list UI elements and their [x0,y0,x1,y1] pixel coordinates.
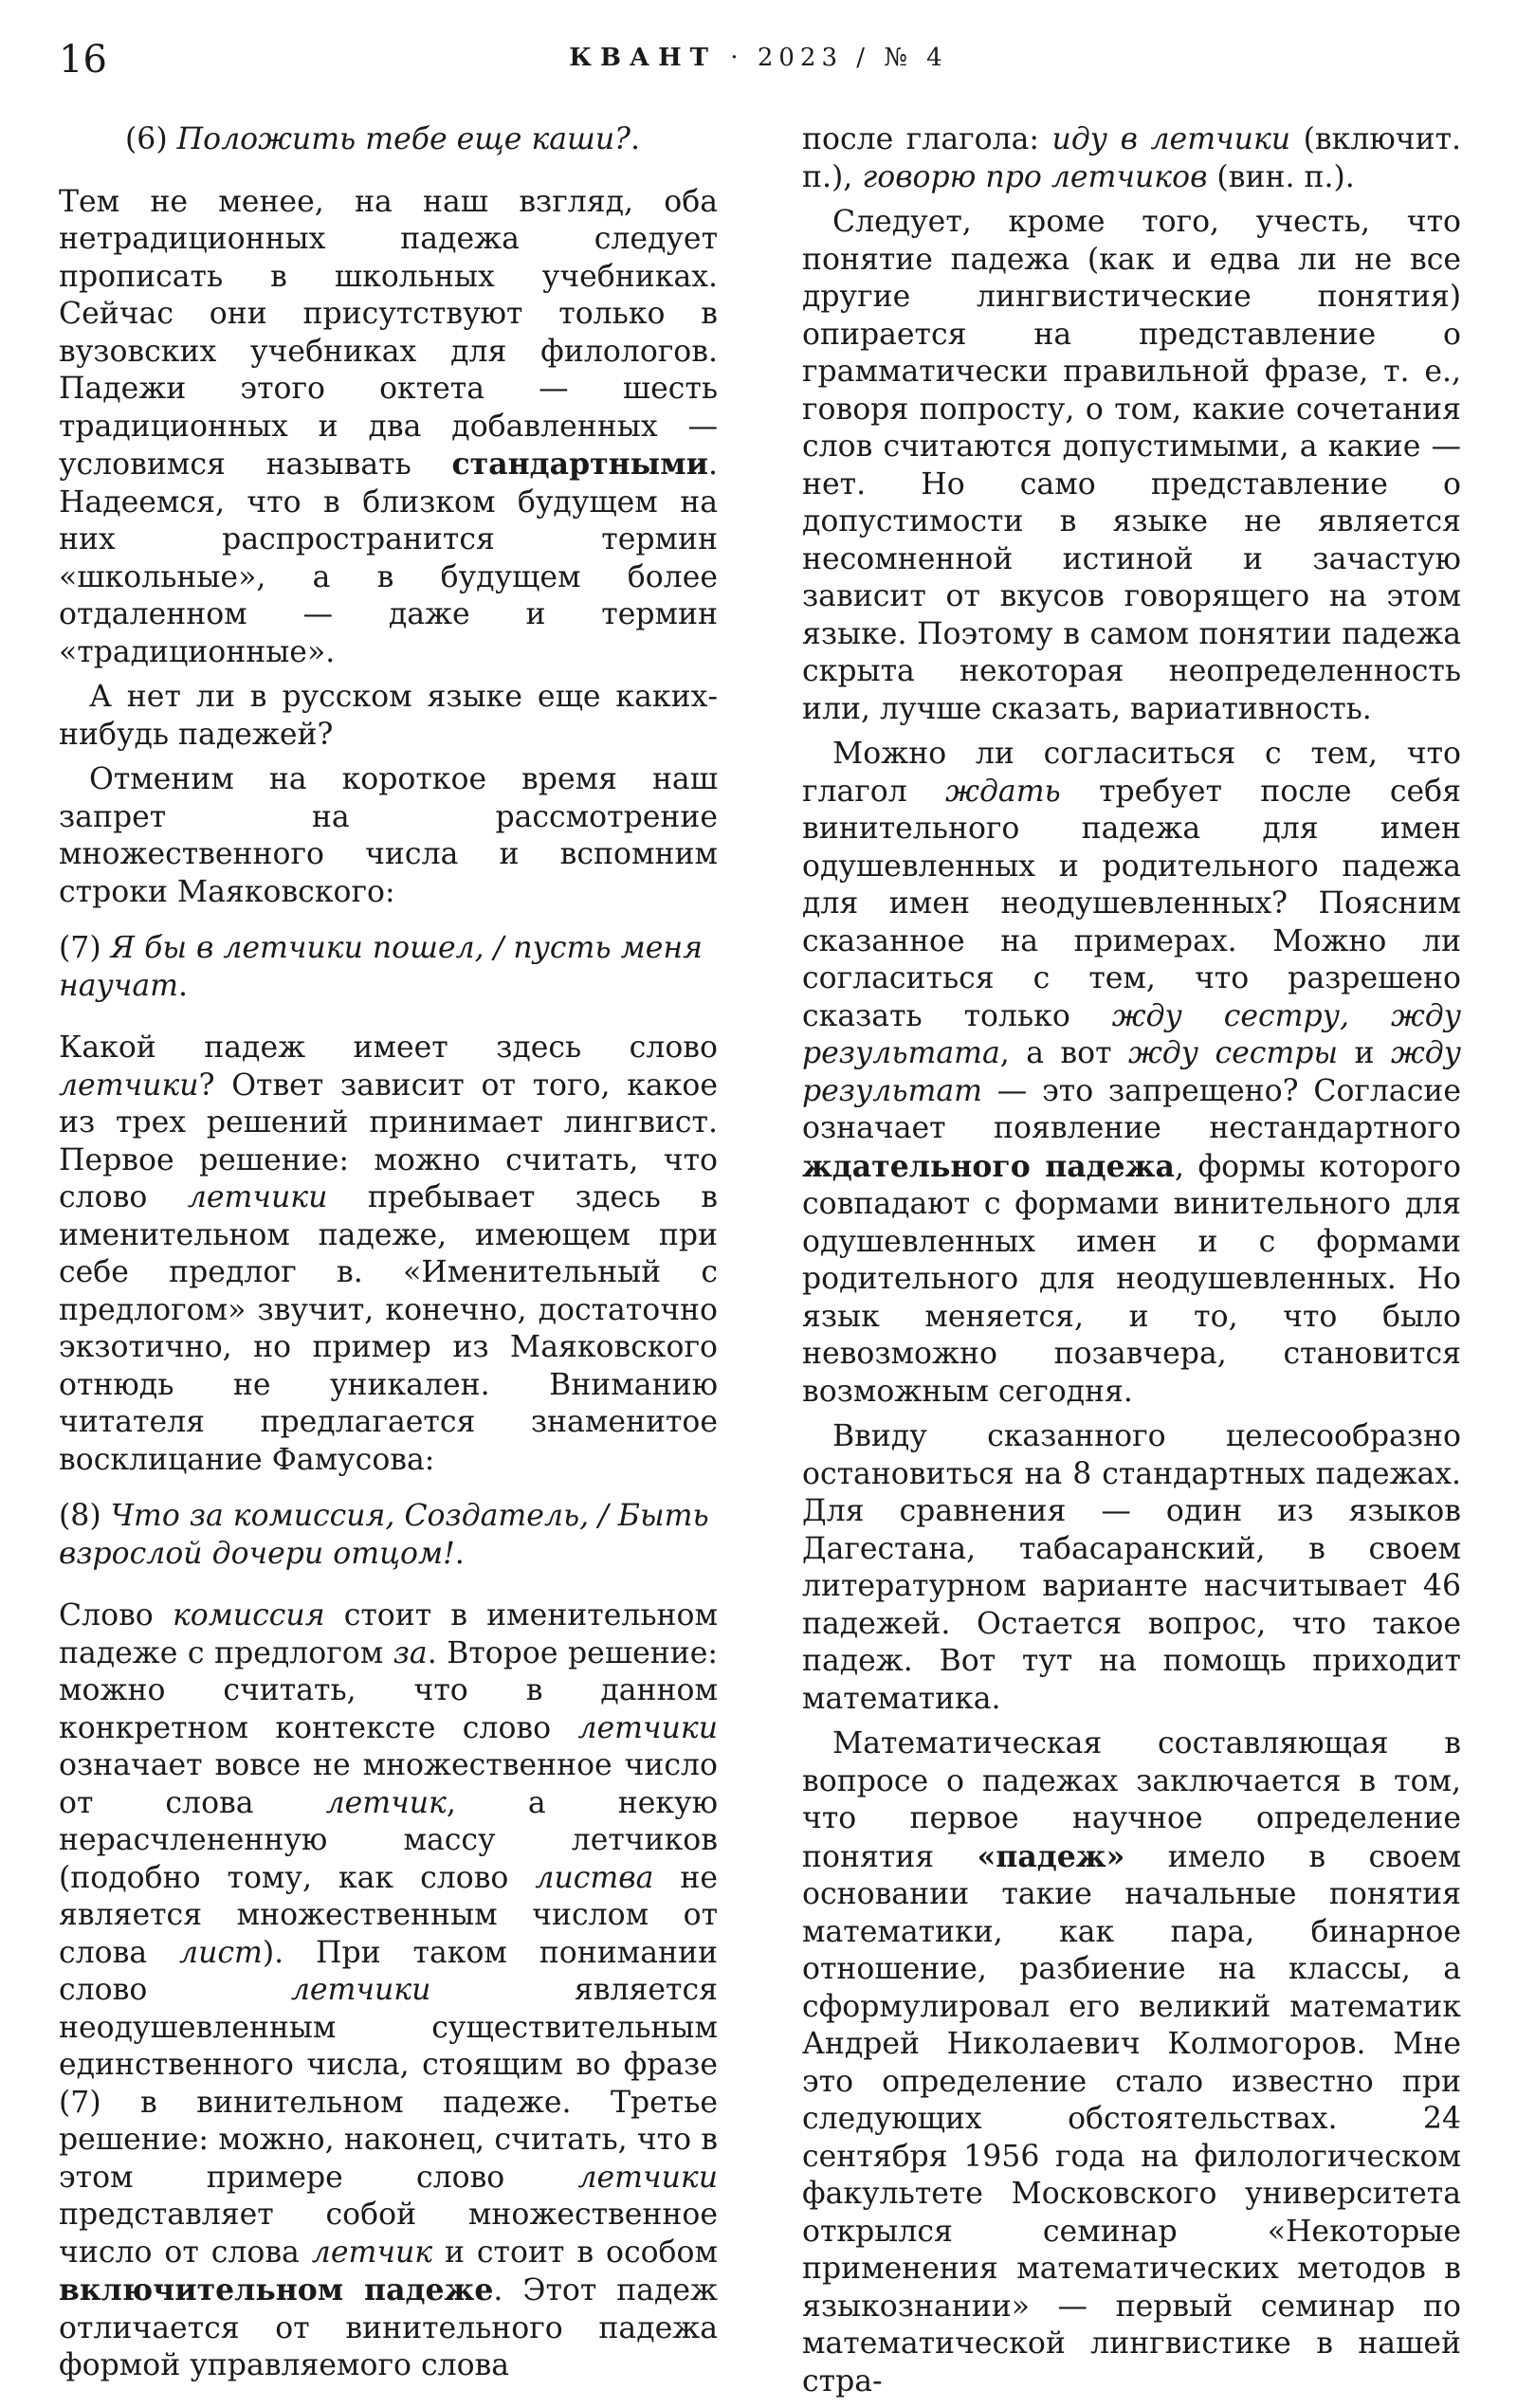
paragraph: Отменим на короткое время наш запрет на рассмотрение множественного числа и вспомним строки Маяковского: [59,762,718,909]
journal-name: КВАНТ [569,44,718,72]
example-8: (8) Что за комиссия, Создатель, / Быть взрослой дочери отцом!. [59,1499,709,1571]
paragraph: А нет ли в русском языке еще каких-нибудь падежей? [59,680,718,752]
paragraph: Следует, кроме того, учесть, что понятие падежа (как и едва ли не все другие лингвистические понятия) опирается на представление о грамматически правильной фразе, т. е., говоря попросту, о том, какие сочетания слов считаются допустимыми, а какие — нет. Но само представление о допустимости в языке не является несомненной истиной и зачастую зависит от вкусов говорящего на этом языке. Поэтому в самом понятии падежа скрыта некоторая неопределенность или, лучше сказать, вариативность. [802,205,1461,726]
paragraph: Слово комиссия стоит в именительном падеже с предлогом за. Второе решение: можно считать, что в данном конкретном контексте слово летчики означает вовсе не множественное число от слова летчик, а некую нерасчлененную массу летчиков (подобно тому, как слово листва не является множественным числом от слова лист). При таком понимании слово летчики является неодушевленным существительным единственного числа, стоящим во фразе (7) в винительном падеже. Третье решение: можно, наконец, считать, что в этом примере слово летчики представляет собой множественное число от слова летчик и стоит в особом включительном падеже. Этот падеж отличается от винительного падежа формой управляемого слова [59,1598,719,2382]
term-waiting-case: ждательного падежа [802,1148,1175,1184]
paragraph: Ввиду сказанного целесообразно остановиться на 8 стандартных падежах. Для сравнения — один из языков Дагестана, табасаранский, в своем литературном варианте насчитывает 46 падежей. Остается вопрос, что такое падеж. Вот тут на помощь приходит математика. [802,1419,1461,1716]
page-header [59,38,1458,95]
term-standard: стандартными [451,447,708,482]
term-inclusive-case: включительном падеже [59,2272,494,2308]
example-text: Что за комиссия, Создатель, / Быть взрослой дочери отцом! [59,1499,709,1571]
journal-issue: 2023 / № 4 [757,44,948,72]
example-7: (7) Я бы в летчики пошел, / пусть меня научат. [59,931,703,1003]
left-column [59,121,718,2393]
example-number: (6) [125,122,168,156]
example-6: (6) Положить тебе еще каши?. [125,122,641,156]
term-case: «падеж» [977,1838,1125,1874]
example-number: (8) [59,1499,101,1533]
right-column [802,121,1461,2408]
paragraph: Можно ли согласиться с тем, что глагол ждать требует после себя винительного падежа для имен одушевленных и родительного падежа для имен неодушевленных? Поясним сказанное на примерах. Можно ли согласиться с тем, что разрешено сказать только жду сестру, жду результата, а вот жду сестры и жду результат — это запрещено? Согласие означает появление нестандартного ждательного падежа, формы которого совпадают с формами винительного для одушевленных имен и с формами родительного для неодушевленных. Но язык меняется, и то, что было невозможно позавчера, становится возможным сегодня. [802,737,1461,1409]
example-text: Положить тебе еще каши? [176,122,631,156]
paragraph: Тем не менее, на наш взгляд, оба нетрадиционных падежа следует прописать в школьных учебниках. Сейчас они присутствуют только в вузовских учебниках для филологов. Падежи этого октета — шесть традиционных и два добавленных — условимся называть стандартными. Надеемся, что в близком будущем на них распространится термин «школьные», а в будущем более отдаленном — даже и термин «традиционные». [59,184,718,669]
page-number: 16 [59,38,107,82]
header-separator: · [730,44,744,72]
journal-title [59,44,1458,72]
example-text: Я бы в летчики пошел, / пусть меня научат [59,931,703,1003]
example-number: (7) [59,931,101,965]
paragraph: Какой падеж имеет здесь слово летчики? Ответ зависит от того, какое из трех решений принимает лингвист. Первое решение: можно считать, что слово летчики пребывает здесь в именительном падеже, имеющем при себе предлог в. «Именительный с предлогом» звучит, конечно, достаточно экзотично, но пример из Маяковского отнюдь не уникален. Вниманию читателя предлагается знаменитое восклицание Фамусова: [59,1031,718,1477]
paragraph: Математическая составляющая в вопросе о падежах заключается в том, что первое научное определение понятия «падеж» имело в своем основании такие начальные понятия математики, как пара, бинарное отношение, разбиение на классы, а сформулировал его великий математик Андрей Николаевич Колмогоров. Мне это определение стало известно при следующих обстоятельствах. 24 сентября 1956 года на филологическом факультете Московского университета открылся семинар «Некоторые применения математических методов в языкознании» — первый семинар по математической лингвистике в нашей стра- [802,1726,1461,2399]
paragraph: после глагола: иду в летчики (включит. п.), говорю про летчиков (вин. п.). [802,122,1462,194]
